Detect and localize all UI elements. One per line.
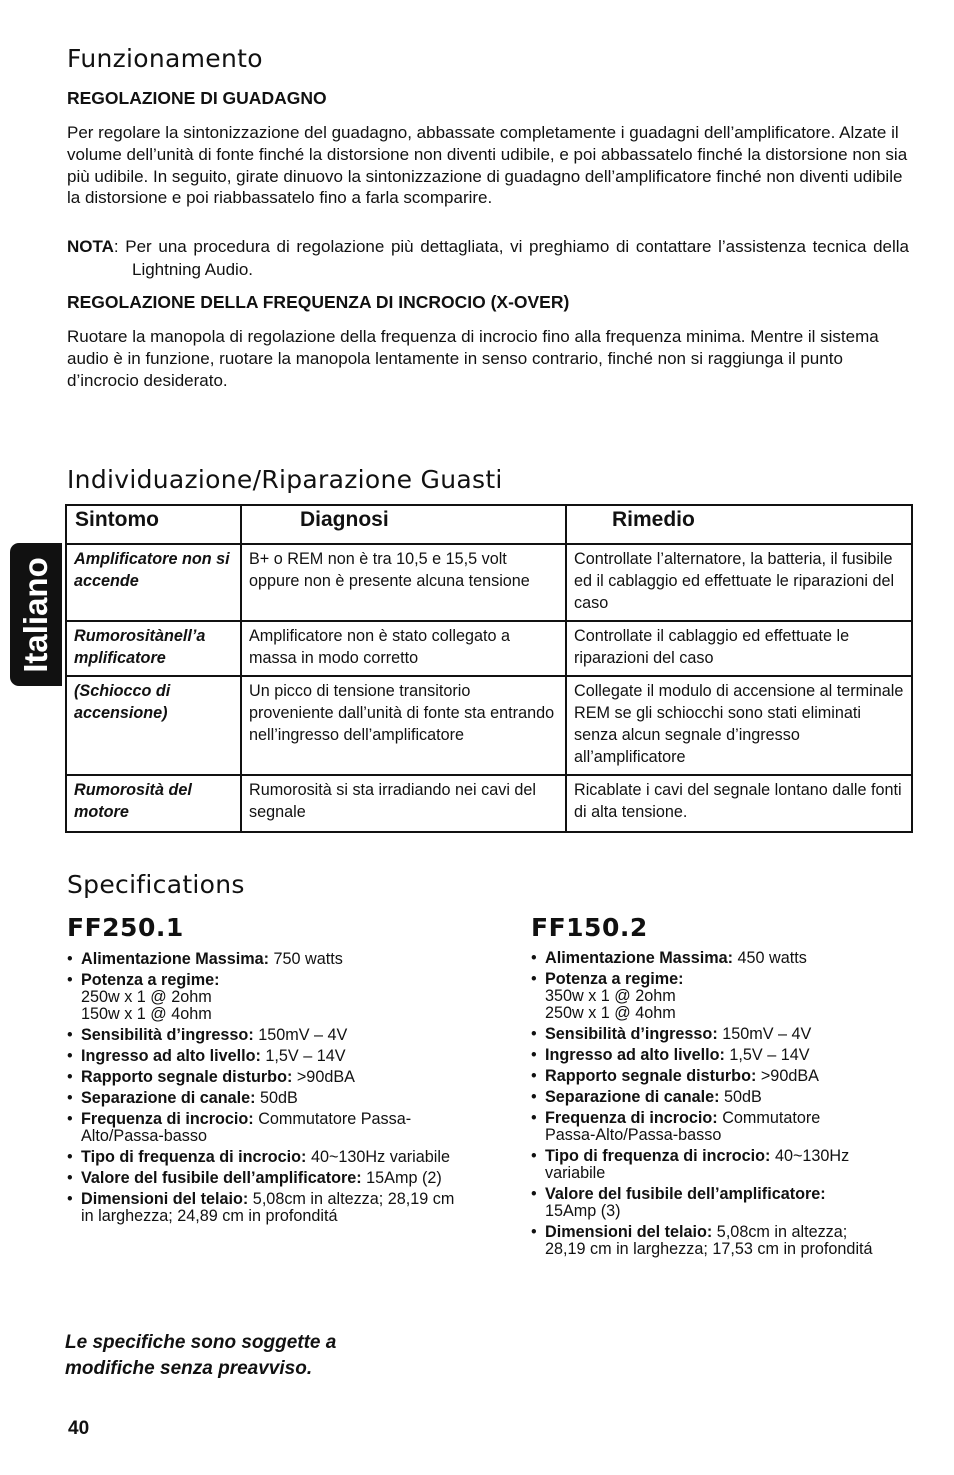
table-row [66, 775, 912, 832]
spec-item [531, 1148, 921, 1182]
spec-value: 50dB [255, 1089, 298, 1107]
header-remedy: Rimedio [566, 505, 912, 544]
spec-item [67, 1191, 487, 1225]
spec-value: Commutatore [717, 1109, 821, 1127]
spec-label: Alimentazione Massima: [545, 949, 734, 967]
spec-value: 250w x 1 @ 2ohm [81, 988, 212, 1006]
diagnosis-cell: Un picco di tensione transitorio proveniente dall’unità di fonte sta entrando nell’ingresso dell’amplificatore [241, 676, 566, 775]
table-row [66, 544, 912, 621]
spec-label: Rapporto segnale disturbo: [81, 1068, 293, 1086]
spec-value: >90dBA [756, 1067, 819, 1085]
diagnosis-cell: B+ o REM non è tra 10,5 e 15,5 volt oppure non è presente alcuna tensione [241, 544, 566, 621]
spec-value: 40~130Hz [770, 1147, 850, 1165]
spec-item [531, 1047, 921, 1064]
spec-item [67, 1111, 487, 1145]
spec-item [67, 1090, 487, 1107]
spec-value: 28,19 cm in larghezza; 17,53 cm in profonditá [545, 1240, 873, 1258]
gain-heading: REGOLAZIONE DI GUADAGNO [67, 88, 327, 108]
spec-item [67, 951, 487, 968]
remedy-cell: Controllate l’alternatore, la batteria, il fusibile ed il cablaggio ed effettuate le riparazioni del caso [566, 544, 912, 621]
spec-value: 150w x 1 @ 4ohm [81, 1005, 212, 1023]
spec-value: in larghezza; 24,89 cm in profonditá [81, 1207, 338, 1225]
spec-item [531, 1026, 921, 1043]
gain-paragraph: Per regolare la sintonizzazione del guadagno, abbassate completamente i guadagni dell’amplificatore. Alzate il volume dell’unità di fonte finché la distorsione non diventi udibile, e poi abbassatelo finché la distorsione non sia più udibile. In seguito, girate dinuovo la sintonizzazione di guadagno dell’amplificatore finché non diventi udibile la distorsione e poi riabbassatelo fino a farla scomparire. [67, 123, 908, 208]
operation-title: Funzionamento [67, 44, 263, 73]
language-tab [10, 543, 62, 686]
note-label: NOTA [67, 237, 114, 256]
table-row [66, 676, 912, 775]
remedy-cell: Collegate il modulo di accensione al terminale REM se gli schiocchi sono stati eliminati senza alcun segnale d’ingresso all’amplificatore [566, 676, 912, 775]
spec-label: Ingresso ad alto livello: [81, 1047, 261, 1065]
troubleshooting-table [65, 504, 913, 833]
spec-value: 750 watts [269, 950, 343, 968]
spec-value: 1,5V – 14V [260, 1047, 346, 1065]
page-number: 40 [68, 1418, 90, 1439]
table-row [66, 621, 912, 676]
spec-item [531, 1089, 921, 1106]
xover-paragraph: Ruotare la manopola di regolazione della frequenza di incrocio fino alla frequenza minima. Mentre il sistema audio è in funzione, ruotare la manopola lentamente in senso contrario, finché non si raggiunga il punto d’incrocio desiderato. [67, 327, 879, 390]
symptom-cell: Rumorositànell’a mplificatore [66, 621, 241, 676]
spec-item [531, 1224, 921, 1258]
spec-label: Valore del fusibile dell’amplificatore: [545, 1185, 826, 1203]
spec-label: Frequenza di incrocio: [545, 1109, 718, 1127]
spec-label: Separazione di canale: [545, 1088, 720, 1106]
spec-item [67, 1027, 487, 1044]
header-symptom: Sintomo [66, 505, 241, 544]
spec-value: 15Amp (3) [545, 1202, 621, 1220]
diagnosis-cell: Amplificatore non è stato collegato a massa in modo corretto [241, 621, 566, 676]
note-text: : Per una procedura di regolazione più dettagliata, vi preghiamo di contattare l’assistenza tecnica della Lightning Audio. [113, 237, 909, 279]
spec-label: Rapporto segnale disturbo: [545, 1067, 757, 1085]
language-tab-label: Italiano [17, 556, 54, 673]
troubleshooting-title: Individuazione/Riparazione Guasti [67, 465, 503, 494]
spec-item [531, 971, 921, 1022]
xover-heading: REGOLAZIONE DELLA FREQUENZA DI INCROCIO (X-OVER) [67, 292, 570, 312]
symptom-cell: Amplificatore non si accende [66, 544, 241, 621]
spec-item [67, 1170, 487, 1187]
spec-item [67, 1149, 487, 1166]
spec-value: 5,08cm in altezza; [712, 1223, 848, 1241]
remedy-cell: Ricablate i cavi del segnale lontano dalle fonti di alta tensione. [566, 775, 912, 832]
spec-value: 5,08cm in altezza; 28,19 cm [248, 1190, 455, 1208]
symptom-cell: Rumorosità del motore [66, 775, 241, 832]
specifications-title: Specifications [67, 870, 245, 899]
spec-label: Dimensioni del telaio: [545, 1223, 713, 1241]
spec-value: variabile [545, 1164, 606, 1182]
model-ff250-specs [67, 951, 487, 1229]
spec-value: Alto/Passa-basso [81, 1127, 207, 1145]
spec-item [531, 950, 921, 967]
disclaimer: Le specifiche sono soggette a modifiche senza preavviso. [65, 1332, 337, 1379]
spec-item [67, 972, 487, 1023]
spec-label: Tipo di frequenza di incrocio: [81, 1148, 307, 1166]
spec-label: Dimensioni del telaio: [81, 1190, 249, 1208]
spec-label: Tipo di frequenza di incrocio: [545, 1147, 771, 1165]
model-ff250-title: FF250.1 [67, 913, 184, 942]
spec-label: Sensibilità d’ingresso: [81, 1026, 254, 1044]
diagnosis-cell: Rumorosità si sta irradiando nei cavi del segnale [241, 775, 566, 832]
spec-item [531, 1110, 921, 1144]
gain-note [67, 235, 909, 281]
model-ff150-title: FF150.2 [531, 913, 648, 942]
header-diagnosis: Diagnosi [241, 505, 566, 544]
model-ff150-specs [531, 950, 921, 1262]
spec-value: 50dB [719, 1088, 762, 1106]
spec-value: 350w x 1 @ 2ohm [545, 987, 676, 1005]
spec-value: 150mV – 4V [253, 1026, 348, 1044]
spec-label: Potenza a regime: [81, 971, 220, 989]
spec-label: Ingresso ad alto livello: [545, 1046, 725, 1064]
spec-value: 1,5V – 14V [724, 1046, 810, 1064]
spec-item [67, 1048, 487, 1065]
spec-label: Frequenza di incrocio: [81, 1110, 254, 1128]
spec-label: Sensibilità d’ingresso: [545, 1025, 718, 1043]
spec-item [531, 1068, 921, 1085]
spec-label: Alimentazione Massima: [81, 950, 270, 968]
table-header-row [66, 505, 912, 544]
spec-value: >90dBA [292, 1068, 355, 1086]
spec-value: Passa-Alto/Passa-basso [545, 1126, 722, 1144]
spec-value: 40~130Hz variabile [306, 1148, 450, 1166]
spec-label: Potenza a regime: [545, 970, 684, 988]
spec-label: Separazione di canale: [81, 1089, 256, 1107]
symptom-cell: (Schiocco di accensione) [66, 676, 241, 775]
spec-item [531, 1186, 921, 1220]
spec-value: Commutatore Passa- [253, 1110, 412, 1128]
spec-value: 250w x 1 @ 4ohm [545, 1004, 676, 1022]
spec-value: 150mV – 4V [717, 1025, 812, 1043]
spec-value: 15Amp (2) [361, 1169, 442, 1187]
spec-item [67, 1069, 487, 1086]
spec-value: 450 watts [733, 949, 807, 967]
remedy-cell: Controllate il cablaggio ed effettuate le riparazioni del caso [566, 621, 912, 676]
spec-label: Valore del fusibile dell’amplificatore: [81, 1169, 362, 1187]
